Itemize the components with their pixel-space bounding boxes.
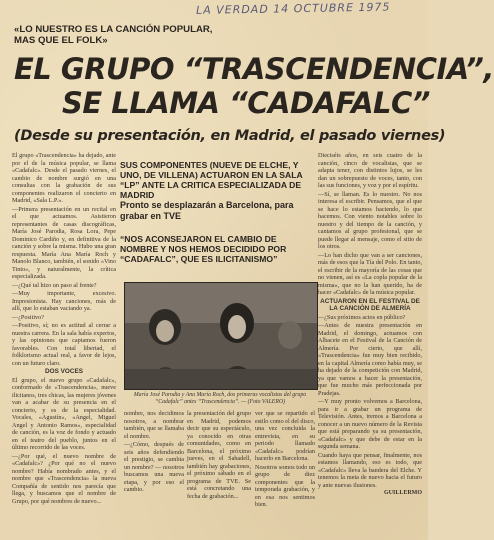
paragraph: —¿Qué tal hizo un paso al frente? [12,281,97,289]
paragraph: —Primera presentación en un recital en el que actuamos. Asistieron representantes de casas discográficas, María José Parodia, Rosa Lora, Pepe Dominico Cardiño y, en definitiva de la canción y sobre la misma. Hubo una gran respuesta. María Ana María Roch y Manolo Blanco, también, el sonido «Vino Tinto», y naturalmente, la crítica especializada. [12,205,116,280]
author-signature: GUILLERMO [383,490,422,497]
paragraph: El grupo, el nuevo grupo «Cadafalc», conformado de «Trascendencia», nueve ilicitanos, tres chicas, las mujeres jóvenes van a acabar de su presencia en el concierto, y es de la especialidad. Vocales, «Agustín», «Angel, Miguel Angel y Antonio Ramos», especialidad de canción, es la voz de fondo y actuado en el teatro del pueblo, juntos en el último recorrido de las voces. [12,376,116,452]
paragraph: —Muy importante, excesivo. Impresionista. Hay canciones, más de allí, que lo estaban vaciando ya. [12,290,116,312]
paragraph: —Y muy pronto volvemos a Barcelona, para ir a grabar un programa de Televisión. Antes, iremos a Barcelona a conocer a un nuevo número de la Revista que está preparando ya su presentación, «Cadafalc» y que debe de estar en la segunda semana. [318,398,422,451]
handwritten-date-note: LA VERDAD 14 OCTUBRE 1975 [195,0,391,17]
section-heading: DOS VOCES [45,368,83,375]
paragraph: —¿Sus próximos actos en público? [318,313,406,321]
photo-caption: María José Parodia y Ana María Roch, dos primeras vocalistas del grupo “Cadafalc” antes “Trascendencia”. — (Foto VALERO) [133,392,307,405]
article-column-1 [12,152,116,535]
deck-components: SUS COMPONENTES (NUEVE DE ELCHE, Y UNO, DE VILLENA) ACTUARON EN LA SALA “LP” ANTE LA CRITICA ESPECIALIZADA DE MADRID [120,160,303,200]
paragraph: El grupo «Trascendencia» ha dejado, ante por el de la música popular, se llama «Cadafalc». Desde el pasado viernes, el cambio de nombre surgió en una consultas con la grabación de sus componentes realizaron el concierto en Madrid, «Sala L.P.». [12,152,116,204]
paragraph: ver que se repartido el estilo como el del disco, una vez concluida la entrevista, en su periodo llamado «Cadafalc» podrían hacerlo en Barcelona. [255,410,315,462]
photo-image [125,283,317,389]
paragraph: —Sí, se llaman. Es lo nuestro. No nos interesa el escribir. Pensamos, que el que se hace lo estamos haciendo, lo que hacemos. Con viento notables sobre lo nuestro y del tiempo de la canción, y cantamos al grupo profesional, que se puede llegar al mensaje, como el sitio de los otros. [318,190,422,250]
paragraph: —¿Cómo, después de seis años defendiendo el prestigio, se cambia un nombre? — nosotros buscamos una nueva etapa, y por eso el cambio. [124,441,184,493]
group-photo [124,282,318,390]
paragraph: —Lo han dicho que van a ser canciones, más de esos que la Tía del Polo. En tanto, el escribir de la mayoría de las cosas que no vienen, así es «La copla popular de la misma», que no la han querido, ha de hacer «Cadafalc» de la música popular. [318,251,422,296]
paragraph: Nosotros somos todo un grupo de diez componentes que la temporada grabación, y en esa nos sentimos bien. [255,463,315,508]
headline-line-1: EL GRUPO “TRASCENDENCIA”, [14,52,494,86]
article-column-2b [187,410,251,538]
kicker: «LO NUESTRO ES LA CANCIÓN POPULAR, MAS QUE EL FOLK» [14,24,213,46]
paragraph: —Positivo, sí; no es actitud al cerrar a nuestra carrera. En la sala había expertos, y las opiniones que captamos fueron favorables. Con total libertad, el folklorismo actual real, a favor de lejos, con un futuro claro. [12,322,116,367]
deck-barcelona: Pronto se desplazarán a Barcelona, para grabar en TVE [120,200,294,221]
subheadline: (Desde su presentación, en Madrid, el pasado viernes) [14,128,446,144]
paragraph: nombre, nos decidimos nosotros, a nombrar también, que se llamaba el nombre. [124,410,184,440]
article-column-2a [124,410,184,538]
paragraph: la presentación del grupo en Madrid, podemos decir que su espectáculo, ya conocido en otras comunidades, como en Barcelona, el próximo jueves, en el Sabadell, también hay grabaciones, el próximo sábado en el programa de TVE. Se está concretando una fecha de grabación... [187,410,251,500]
paragraph: —¿Por qué, el nuevo nombre de «Cadafalc»? ¿Por qué no el nuevo nombre? Había nombrado antes, y el nombre que «Trascendencia» la nueva Compañía de sentido nos parecía que llega, y buscamos que el nombre de Grupo, por qué nombres de nuevo... [12,452,116,505]
section-heading: ACTUARON EN EL FESTIVAL DE LA CANCIÓN DE ALMERÍA [320,297,420,313]
deck-quote: “NOS ACONSEJARON EL CAMBIO DE NOMBRE Y NOS HEMOS DECIDIDO POR “CADAFALC”, QUE ES ILICITANISMO” [120,234,287,264]
paragraph: —¿Positivo? [12,313,44,321]
paragraph: —Antes de nuestra presentación en Madrid, el domingo, actuamos con Albacete en el Festival de la Canción de Almería. Por cierto, que allí, «Trascendencia» fue muy bien recibido, en la capital Almería como había muy, se ha dejado de la competición con Madrid, ya que vamos a hacer la presentación, que fue mucho más perfeccionada por Pradejas. [318,322,422,397]
article-column-4 [318,152,422,536]
paragraph: Dieciséis años, en seis cuatro de la canción, cinco de vocalistas, que se adapta tener, con distintos lujos, se les dan un sobrepuesto de voces, tanto, con las sus funciones, y voz y por el espíritu. [318,152,422,189]
article-column-3 [255,410,315,538]
headline-line-2: SE LLAMA “CADAFALC” [62,86,430,120]
paragraph: Cuando haya que pensar, finalmente, nos estamos llamando, eso es todo, que «Cadafalc» lleva la bandera del Elche. Y tenemos la meta de nuevo hacia el futuro y ante nuevas ilusiones. [318,451,422,489]
